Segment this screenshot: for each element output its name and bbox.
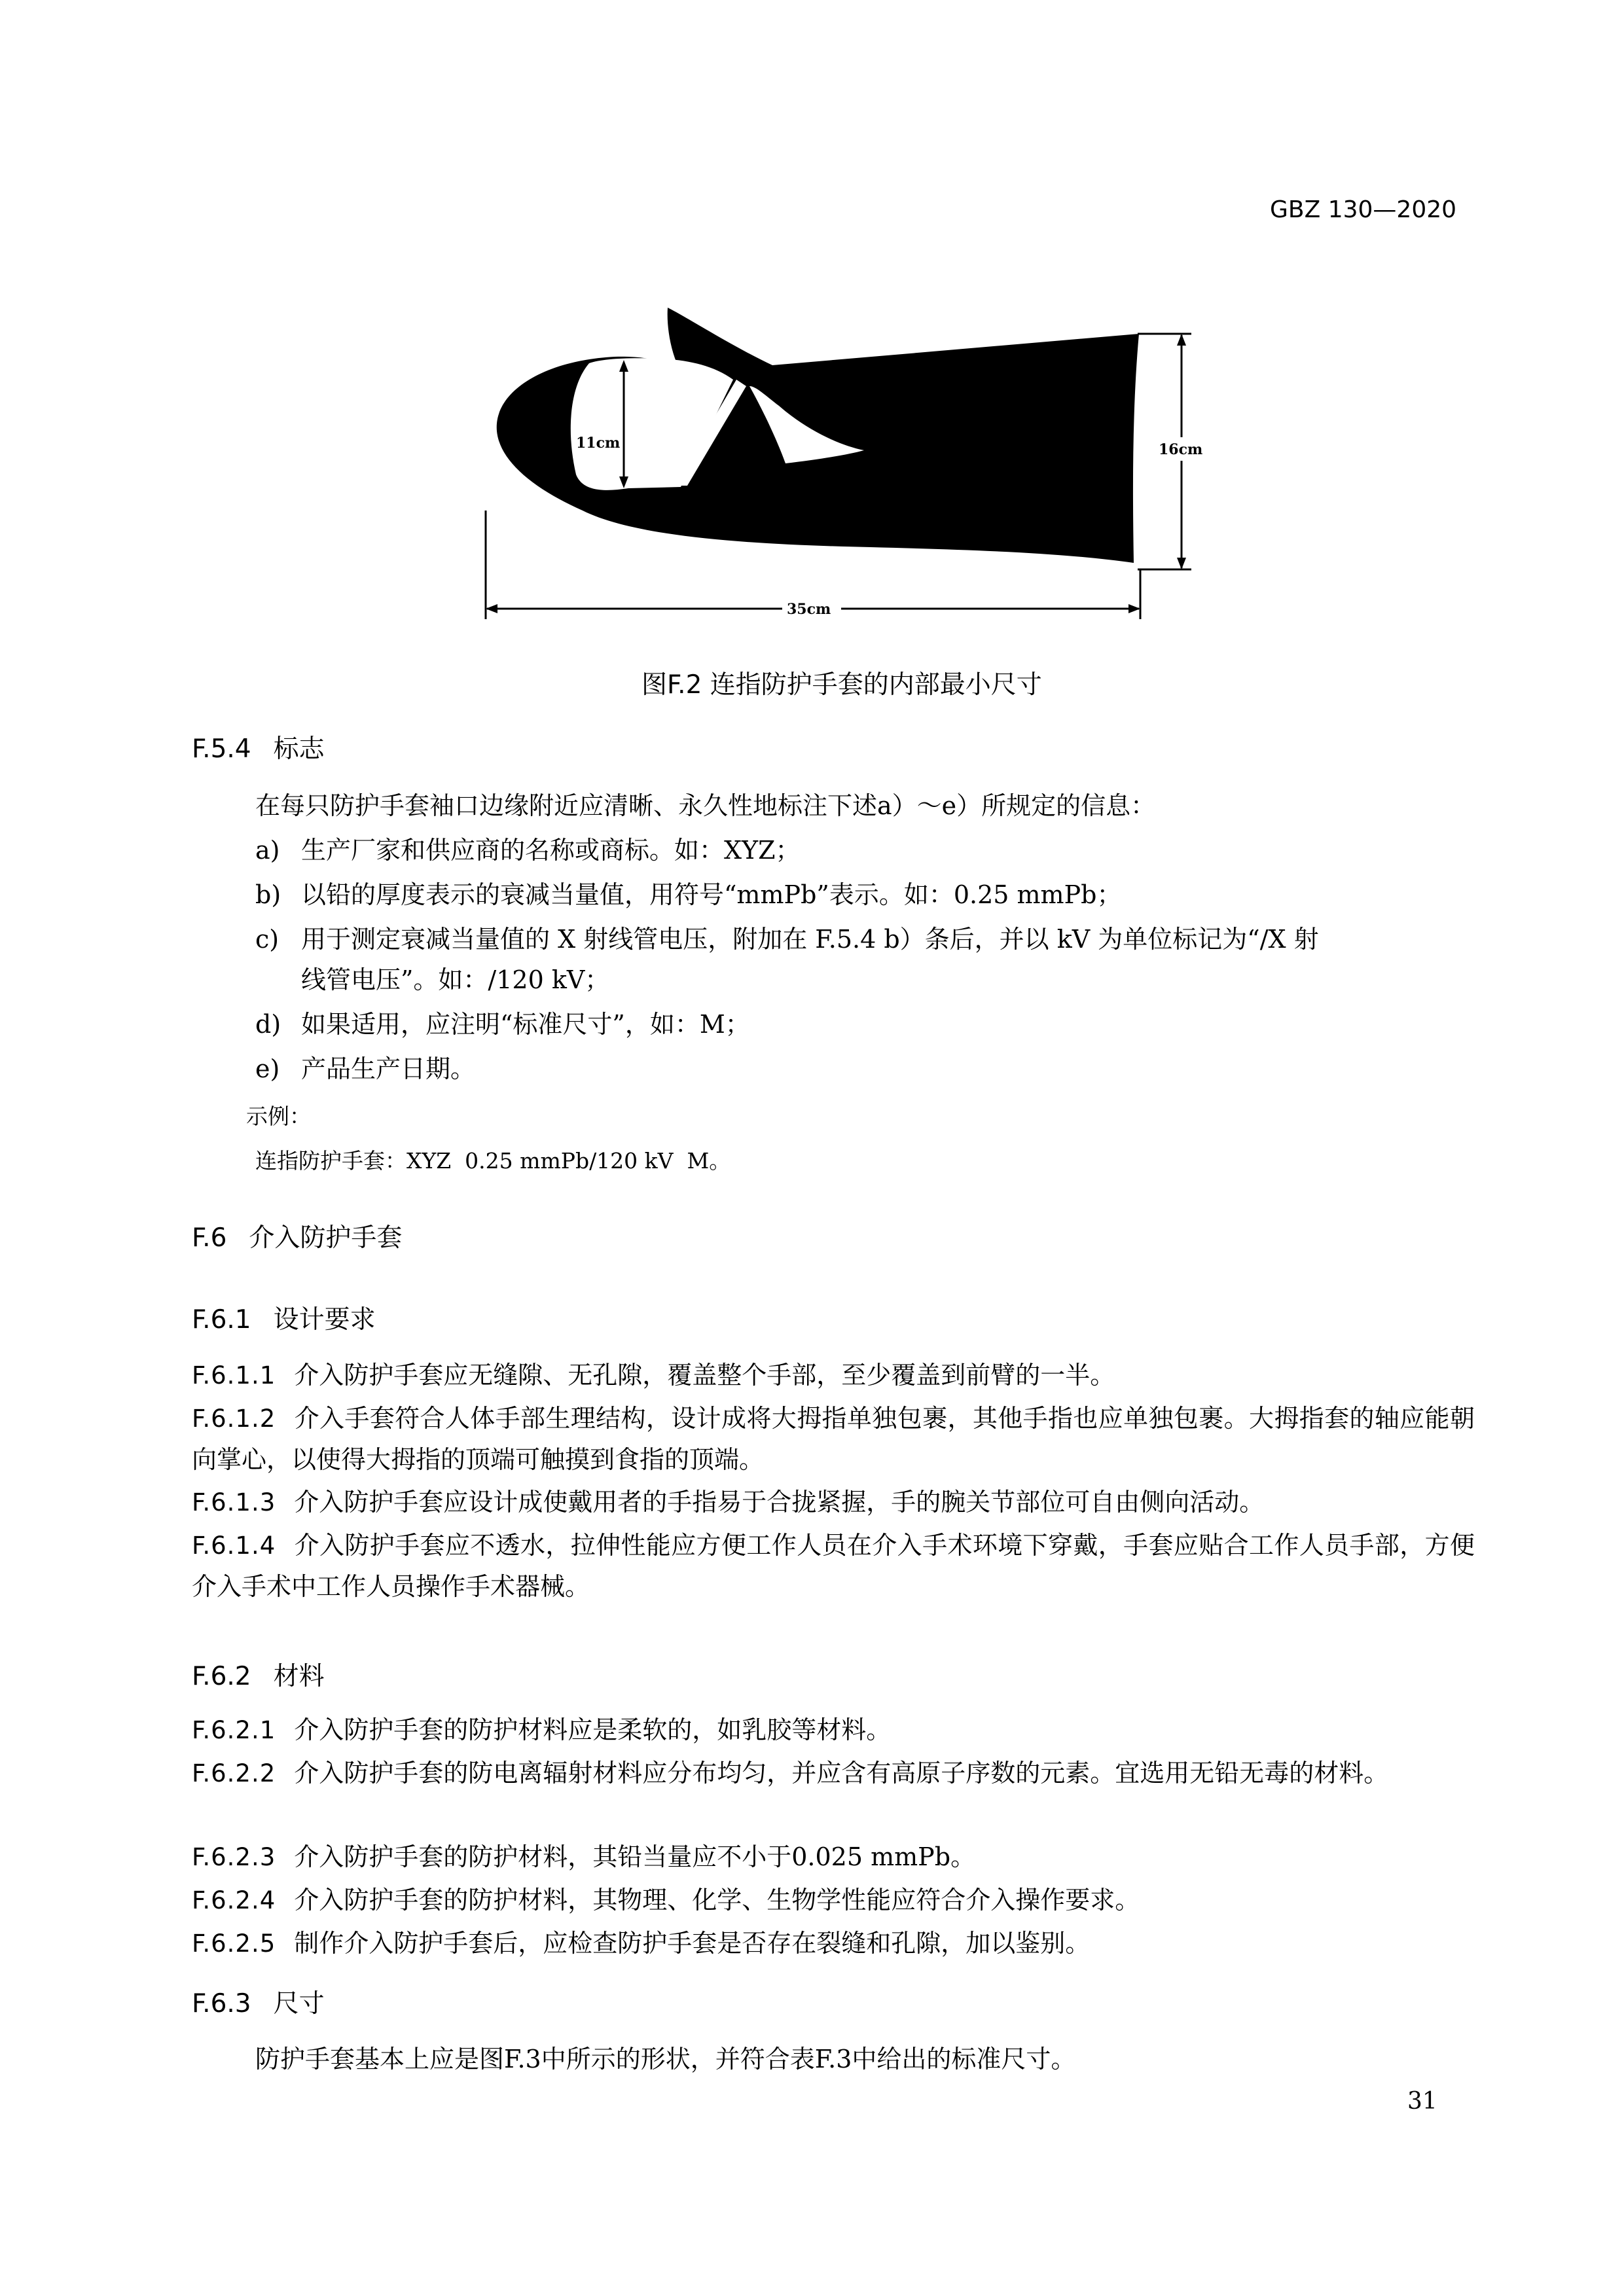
para-f6-2-5: F.6.2.5 制作介入防护手套后，应检查防护手套是否存在裂缝和孔隙，加以鉴别。 — [192, 1929, 1091, 1958]
page-number: 31 — [1407, 2088, 1437, 2115]
dim-length-label: 35cm — [787, 601, 831, 618]
f54-item-b: b) 以铅的厚度表示的衰减当量值，用符号“mmPb”表示。如：0.25 mmPb； — [255, 880, 1122, 909]
para-f6-3: 防护手套基本上应是图F.3中所示的形状，并符合表F.3中给出的标准尺寸。 — [255, 2045, 1076, 2073]
mitten-dimension-figure — [471, 288, 1218, 628]
heading-f61: F.6.1 设计要求 — [192, 1305, 376, 1335]
f54-item-a: a) 生产厂家和供应商的名称或商标。如：XYZ； — [255, 836, 801, 865]
example-label: 示例： — [246, 1103, 311, 1129]
f54-intro: 在每只防护手套袖口边缘附近应清晰、永久性地标注下述a）～e）所规定的信息： — [255, 791, 1156, 820]
heading-f63: F.6.3 尺寸 — [192, 1989, 325, 2018]
f54-item-e: e) 产品生产日期。 — [255, 1054, 476, 1083]
para-f6-2-2: F.6.2.2 介入防护手套的防电离辐射材料应分布均匀，并应含有高原子序数的元素。宜选用无铅无毒的材料。 — [192, 1759, 1389, 1787]
heading-f62: F.6.2 材料 — [192, 1662, 325, 1691]
para-f6-2-3: F.6.2.3 介入防护手套的防护材料，其铅当量应不小于0.025 mmPb。 — [192, 1842, 976, 1871]
standard-code: GBZ 130—2020 — [1270, 196, 1457, 223]
heading-f6: F.6 介入防护手套 — [192, 1223, 403, 1253]
f54-item-c: c) 用于测定衰减当量值的 X 射线管电压，附加在 F.5.4 b）条后，并以 kV 为单位标记为“/X 射 — [255, 925, 1319, 954]
example-text: 连指防护手套：XYZ 0.25 mmPb/120 kV M。 — [255, 1148, 731, 1174]
para-f6-1-2: F.6.1.2 介入手套符合人体手部生理结构，设计成将大拇指单独包裹，其他手指也应单独包裹。大拇指套的轴应能朝向掌心，以使得大拇指的顶端可触摸到食指的顶端。 — [192, 1404, 1475, 1474]
para-f6-1-4: F.6.1.4 介入防护手套应不透水，拉伸性能应方便工作人员在介入手术环境下穿戴，手套应贴合工作人员手部，方便介入手术中工作人员操作手术器械。 — [192, 1531, 1475, 1601]
para-f6-2-1: F.6.2.1 介入防护手套的防护材料应是柔软的，如乳胶等材料。 — [192, 1715, 892, 1744]
dim-height-inner-label: 11cm — [576, 435, 621, 452]
heading-f54: F.5.4 标志 — [192, 734, 325, 764]
para-f6-1-1: F.6.1.1 介入防护手套应无缝隙、无孔隙，覆盖整个手部，至少覆盖到前臂的一半。 — [192, 1361, 1115, 1390]
dim-height-cuff-label: 16cm — [1159, 441, 1203, 458]
figure-caption: 图F.2 连指防护手套的内部最小尺寸 — [641, 670, 1042, 700]
para-f6-1-3: F.6.1.3 介入防护手套应设计成使戴用者的手指易于合拢紧握，手的腕关节部位可自由侧向活动。 — [192, 1488, 1265, 1516]
f54-item-c-cont: 线管电压”。如：/120 kV； — [301, 965, 610, 994]
f54-item-d: d) 如果适用，应注明“标准尺寸”，如：M； — [255, 1010, 750, 1039]
para-f6-2-4: F.6.2.4 介入防护手套的防护材料，其物理、化学、生物学性能应符合介入操作要求。 — [192, 1886, 1140, 1914]
